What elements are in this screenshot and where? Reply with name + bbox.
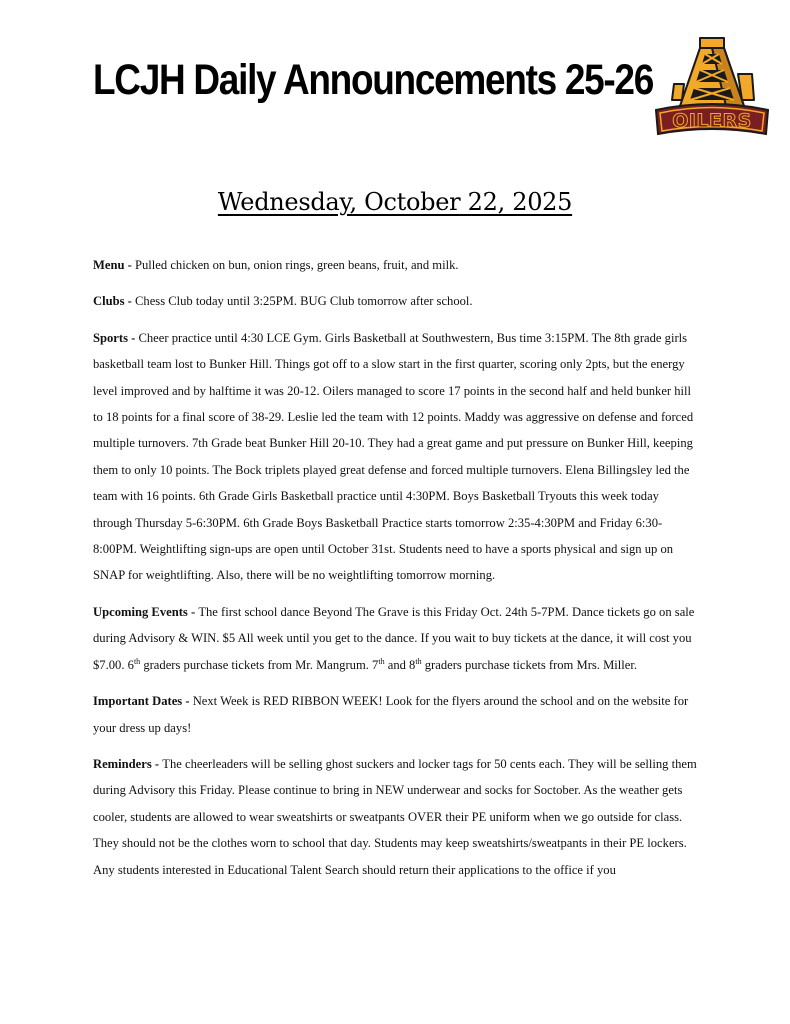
sports-section — [93, 325, 698, 589]
announcements-body — [93, 252, 698, 893]
reminders-text: The cheerleaders will be selling ghost suckers and locker tags for 50 cents each. They will be selling them during Advisory this Friday. Please continue to bring in NEW underwear and socks for Soctober. As the weather gets cooler, students are allowed to wear sweatshirts or sweatpants OVER their PE uniform when we go outside for class. They should not be the clothes worn to school that day. Students may keep sweatshirts/sweatpants in their PE lockers. Any students interested in Educational Talent Search should return their applications to the office if you — [93, 756, 697, 877]
important-dates-label: Important Dates - — [93, 694, 193, 709]
clubs-label: Clubs - — [93, 294, 135, 309]
clubs-text: Chess Club today until 3:25PM. BUG Club tomorrow after school. — [135, 294, 473, 309]
upcoming-events-text: The first school dance Beyond The Grave is this Friday Oct. 24th 5-7PM. Dance tickets go on sale during Advisory & WIN. $5 All week until you get to the dance. If you wait to buy tickets at the dance, it will cost you $7.00. 6 — [93, 604, 695, 672]
important-dates-text: Next Week is RED RIBBON WEEK! Look for the flyers around the school and on the website for your dress up days! — [93, 694, 689, 735]
menu-text: Pulled chicken on bun, onion rings, green beans, fruit, and milk. — [134, 258, 459, 272]
menu-section — [93, 252, 698, 278]
superscript: th — [378, 656, 385, 666]
date-heading — [0, 185, 790, 219]
reminders-section — [93, 751, 698, 883]
upcoming-events-section — [93, 599, 698, 678]
important-dates-section — [93, 688, 698, 741]
oilers-derrick-logo — [650, 34, 774, 144]
upcoming-events-text: graders purchase tickets from Mrs. Miller. — [421, 657, 638, 672]
clubs-section — [93, 288, 698, 314]
upcoming-events-text: and 8 — [384, 657, 416, 672]
superscript: th — [415, 656, 422, 666]
page-title: LCJH Daily Announcements 25-26 — [93, 56, 653, 104]
sports-text: Cheer practice until 4:30 LCE Gym. Girls Basketball at Southwestern, Bus time 3:15PM. The 8th grade girls basketball team lost to Bunker Hill. Things got off to a slow start in the first quarter, scoring only 2pts, but the energy level improved and by halftime it was 20-12. Oilers managed to score 17 points in the second half and held bunker hill to 18 points for a final score of 38-29. Leslie led the team with 12 points. Maddy was aggressive on defense and forced multiple turnovers. 7th Grade beat Bunker Hill 20-10. They had a great game and put pressure on Bunker Hill, keeping them to only 10 points. The Bock triplets played great defense and forced multiple turnovers. Elena Billingsley led the team with 16 points. 6th Grade Girls Basketball practice until 4:30PM. Boys Basketball Tryouts this week today through Thursday 5-6:30PM. 6th Grade Boys Basketball Practice starts tomorrow 2:35-4:30PM and Friday 6:30-8:00PM. Weightlifting sign-ups are open until October 31st. Students need to have a sports physical and sign up on SNAP for weightlifting. Also, there will be no weightlifting tomorrow morning. — [93, 330, 694, 583]
date-heading-text: Wednesday, October 22, 2025 — [217, 188, 573, 216]
upcoming-events-text: graders purchase tickets from Mr. Mangrum. 7 — [140, 657, 379, 672]
sports-label: Sports - — [93, 330, 139, 345]
svg-text:OILERS: OILERS — [672, 110, 752, 132]
upcoming-events-label: Upcoming Events - — [93, 604, 199, 619]
menu-label: Menu - — [93, 258, 135, 272]
reminders-label: Reminders - — [93, 756, 163, 771]
superscript: th — [133, 656, 141, 666]
